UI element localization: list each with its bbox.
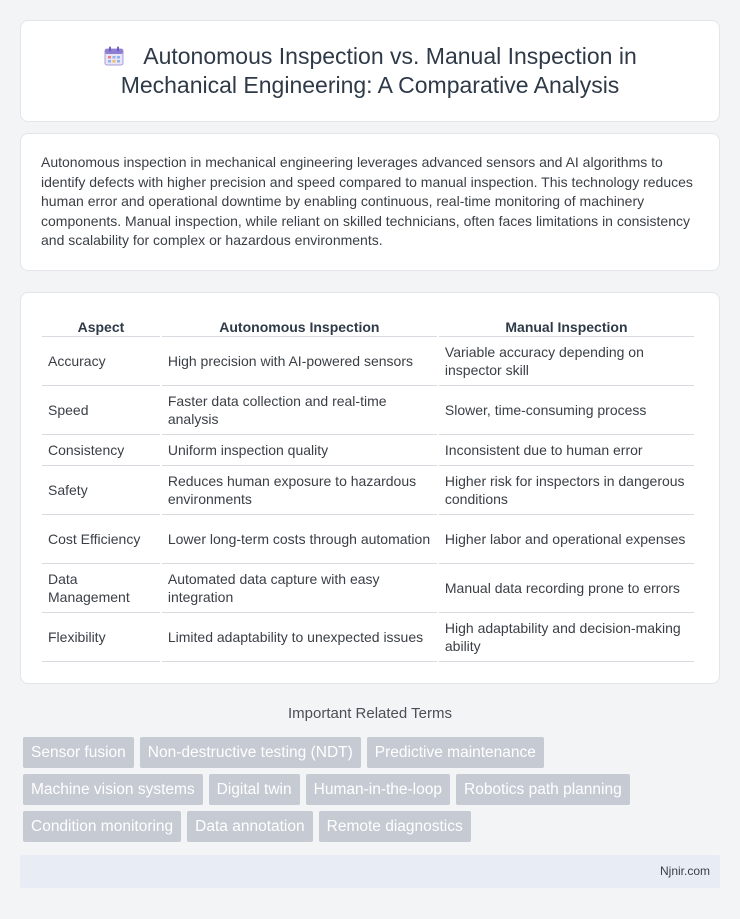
related-terms-tags (20, 737, 720, 848)
footer (20, 855, 720, 888)
table-row (42, 564, 694, 613)
table-cell-aspect: Accuracy (42, 337, 160, 386)
tag-remote-diagnostics[interactable]: Remote diagnostics (319, 811, 471, 842)
table-cell-manual: Manual data recording prone to errors (439, 564, 694, 613)
table-cell-aspect: Cost Efficiency (42, 515, 160, 564)
table-cell-aspect: Data Management (42, 564, 160, 613)
tag-condition-monitoring[interactable]: Condition monitoring (23, 811, 181, 842)
table-cell-manual: Variable accuracy depending on inspector skill (439, 337, 694, 386)
table-row (42, 515, 694, 564)
table-row (42, 435, 694, 466)
tag-data-annotation[interactable]: Data annotation (187, 811, 312, 842)
tag-non-destructive-testing[interactable]: Non-destructive testing (NDT) (140, 737, 361, 768)
table-cell-manual: Inconsistent due to human error (439, 435, 694, 466)
tag-digital-twin[interactable]: Digital twin (209, 774, 300, 805)
tag-human-in-the-loop[interactable]: Human-in-the-loop (306, 774, 450, 805)
table-row (42, 337, 694, 386)
calendar-icon (103, 45, 125, 67)
table-cell-autonomous: Faster data collection and real-time analysis (162, 386, 437, 435)
comparison-table-card (20, 292, 720, 684)
table-cell-autonomous: Limited adaptability to unexpected issues (162, 613, 437, 662)
title-text: Autonomous Inspection vs. Manual Inspection in Mechanical Engineering: A Comparative Analysis (120, 43, 637, 98)
title-card (20, 20, 720, 122)
column-header-manual: Manual Inspection (439, 313, 694, 337)
table-cell-autonomous: High precision with AI-powered sensors (162, 337, 437, 386)
table-cell-autonomous: Reduces human exposure to hazardous environments (162, 466, 437, 515)
table-row (42, 386, 694, 435)
tag-machine-vision-systems[interactable]: Machine vision systems (23, 774, 203, 805)
table-cell-aspect: Flexibility (42, 613, 160, 662)
table-cell-manual: Higher risk for inspectors in dangerous conditions (439, 466, 694, 515)
table-header-row (42, 313, 694, 337)
table-row (42, 613, 694, 662)
table-cell-autonomous: Lower long-term costs through automation (162, 515, 437, 564)
column-header-aspect: Aspect (42, 313, 160, 337)
table-cell-manual: Slower, time-consuming process (439, 386, 694, 435)
tag-robotics-path-planning[interactable]: Robotics path planning (456, 774, 630, 805)
table-cell-autonomous: Uniform inspection quality (162, 435, 437, 466)
table-cell-manual: Higher labor and operational expenses (439, 515, 694, 564)
page-title (51, 42, 689, 100)
table-cell-manual: High adaptability and decision-making ability (439, 613, 694, 662)
table-cell-autonomous: Automated data capture with easy integration (162, 564, 437, 613)
table-row (42, 466, 694, 515)
intro-card (20, 133, 720, 271)
column-header-autonomous: Autonomous Inspection (162, 313, 437, 337)
intro-paragraph: Autonomous inspection in mechanical engineering leverages advanced sensors and AI algorithms to identify defects with higher precision and speed compared to manual inspection. This technology reduces human error and operational downtime by enabling continuous, real-time monitoring of machinery components. Manual inspection, while reliant on skilled technicians, often faces limitations in consistency and scalability for complex or hazardous environments. (41, 154, 693, 249)
comparison-table (40, 313, 696, 662)
related-terms-heading: Important Related Terms (288, 705, 452, 722)
table-cell-aspect: Safety (42, 466, 160, 515)
table-cell-aspect: Speed (42, 386, 160, 435)
tag-sensor-fusion[interactable]: Sensor fusion (23, 737, 134, 768)
table-cell-aspect: Consistency (42, 435, 160, 466)
tag-predictive-maintenance[interactable]: Predictive maintenance (367, 737, 544, 768)
footer-site-link[interactable]: Njnir.com (659, 864, 710, 878)
